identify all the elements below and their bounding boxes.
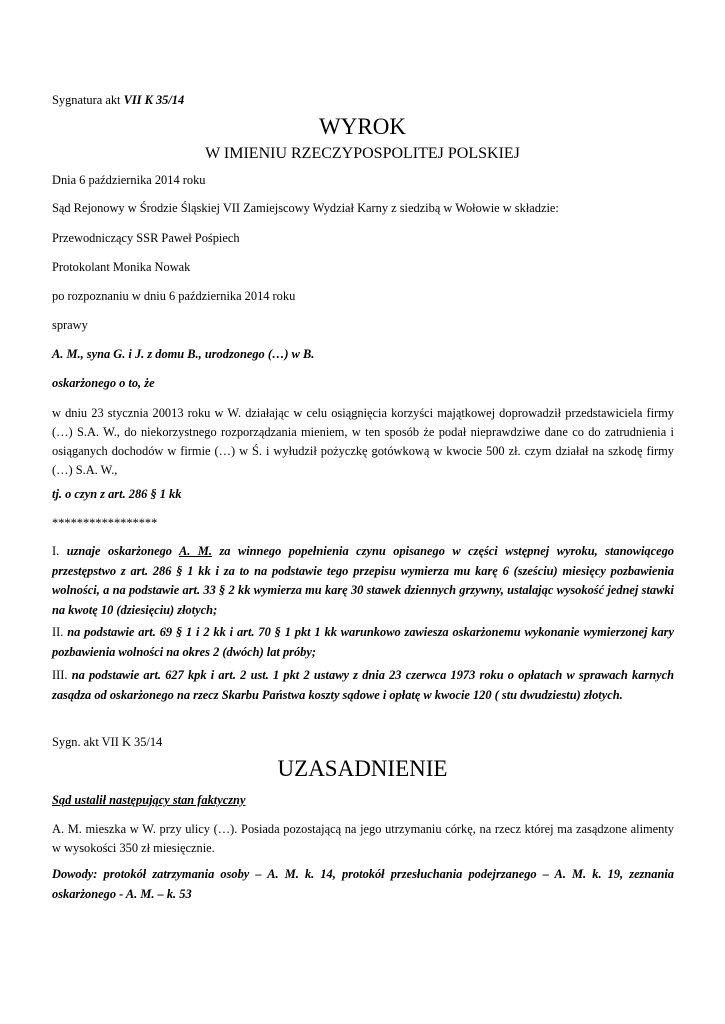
case-word: sprawy (52, 318, 88, 332)
case-signature (52, 93, 184, 108)
court-composition: Sąd Rejonowy w Środzie Śląskiej VII Zamiejscowy Wydział Karny z siedzibą w Wołowie w składzie: (52, 201, 559, 215)
hearing-date: po rozpoznaniu w dniu 6 października 2014 roku (52, 289, 296, 303)
point-text: na podstawie art. 627 kpk i art. 2 ust. 1 pkt 2 ustawy z dnia 23 czerwca 1973 roku o opłatach w sprawach karnych zasądza od oskarżonego na rzecz Skarbu Państwa koszty sądowe i opłatę w kwocie 120 ( stu dwudziestu) złotych. (52, 668, 675, 702)
point-number: I. (52, 544, 67, 558)
verdict-point-1 (52, 542, 674, 620)
facts-heading: Sąd ustalił następujący stan faktyczny (52, 793, 246, 807)
point-number: II. (52, 625, 68, 639)
legal-qualification: tj. o czyn z art. 286 § 1 kk (52, 487, 182, 501)
separator-stars: ***************** (52, 516, 158, 530)
court-clerk: Protokolant Monika Nowak (52, 260, 191, 274)
point-text-cont: za winnego popełnienia czynu opisanego w części wstępnej wyroku, stanowiącego przestępstwo z art. 286 § 1 kk i za to na podstawie tego przepisu wymierza mu karę 6 (sześciu) miesięcy pozbawienia wolności, a na podstawie art. 33 § 2 kk wymierza mu karę 30 stawek dziennych grzywny, ustalając wysokość jednej stawki na kwotę 10 (dziesięciu) złotych; (52, 544, 675, 617)
point-text: uznaje oskarżonego (66, 544, 179, 558)
presiding-judge: Przewodniczący SSR Paweł Pośpiech (52, 231, 240, 245)
signature-value: VII K 35/14 (123, 93, 185, 107)
point-number: III. (52, 668, 72, 682)
defendant-name: A. M. (179, 544, 212, 558)
document-title: WYROK (319, 114, 406, 139)
accusation-line: oskarżonego o to, że (52, 376, 155, 390)
evidence-paragraph: Dowody: protokół zatrzymania osoby – A. M. k. 14, protokół przesłuchania podejrzanego – A. M. k. 19, zeznania oskarżonego - A. M. – k. 53 (52, 867, 674, 901)
defendant-line: A. M., syna G. i J. z domu B., urodzonego (…) w B. (52, 347, 315, 361)
justification-title: UZASADNIENIE (277, 756, 448, 781)
point-text: na podstawie art. 69 § 1 i 2 kk i art. 70 § 1 pkt 1 kk warunkowo zawiesza oskarżonemu wykonanie wymierzonej kary pozbawienia wolności na okres 2 (dwóch) lat próby; (52, 625, 674, 659)
facts-paragraph: A. M. mieszka w W. przy ulicy (…). Posiada pozostającą na jego utrzymaniu córkę, na rzecz której ma zasądzone alimenty w wysokości 350 zł miesięcznie. (52, 822, 674, 855)
signature-label: Sygnatura akt (52, 93, 124, 107)
verdict-point-3 (52, 666, 674, 705)
facts-of-charge: w dniu 23 stycznia 20013 roku w W. działając w celu osiągnięcia korzyści majątkowej doprowadził przedstawiciela firmy (…) S.A. W., do niekorzystnego rozporządzania mieniem, w ten sposób że podał nieprawdziwe dane co do zatrudnienia i osiąganych dochodów w firmie (…) w Ś. i wyłudził pożyczkę gotówkową w kwocie 500 zł. czym działał na szkodę firmy (…) S.A. W., (52, 406, 674, 477)
justification-signature: Sygn. akt VII K 35/14 (52, 735, 163, 749)
judgment-date: Dnia 6 października 2014 roku (52, 173, 206, 187)
verdict-point-2 (52, 623, 674, 662)
document-subtitle: W IMIENIU RZECZYPOSPOLITEJ POLSKIEJ (205, 145, 520, 162)
